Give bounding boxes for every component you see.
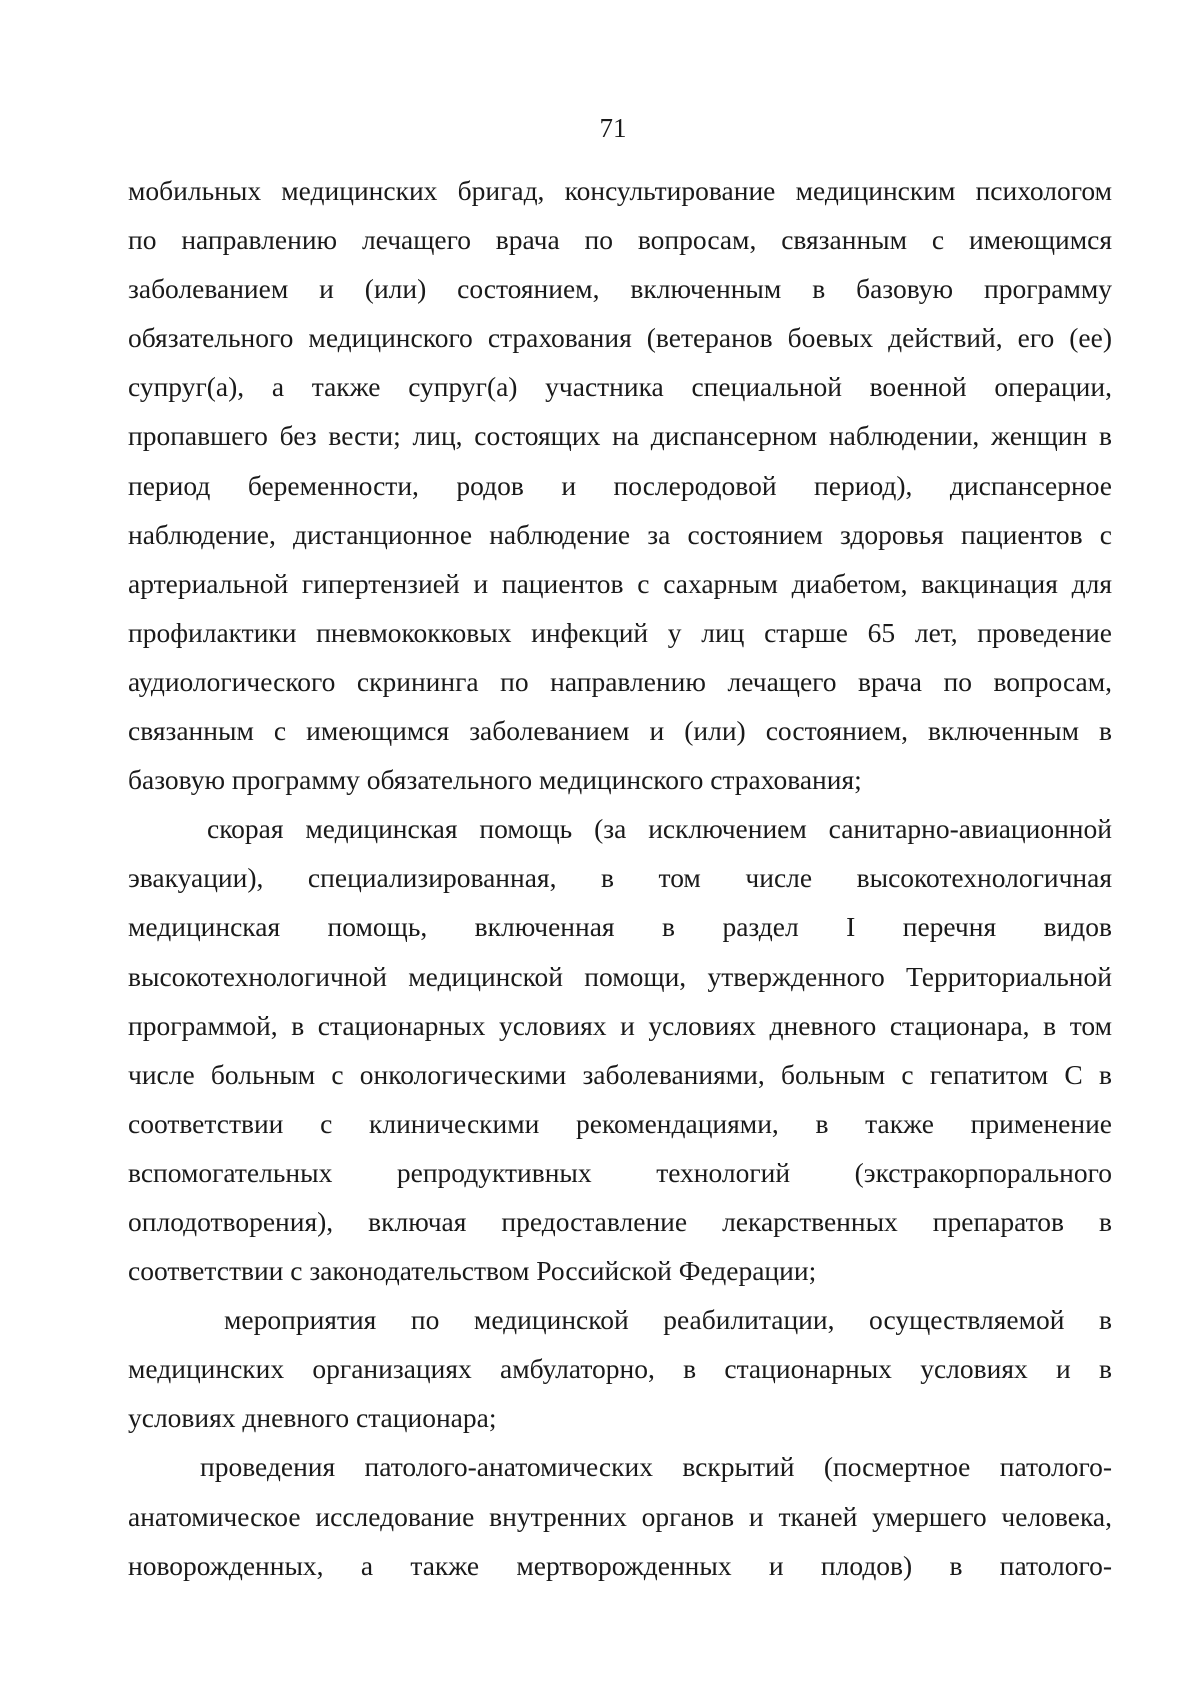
text-line: базовую программу обязательного медицинского страхования; — [128, 764, 862, 796]
text-line: медицинских организациях амбулаторно, в стационарных условиях и в — [128, 1353, 1112, 1385]
text-line: заболеванием и (или) состоянием, включенным в базовую программу — [128, 273, 1112, 305]
document-body — [128, 171, 1112, 1595]
text-line: числе больным с онкологическими заболеваниями, больным с гепатитом С в — [128, 1058, 1112, 1090]
text-line: программой, в стационарных условиях и условиях дневного стационара, в том — [128, 1009, 1112, 1041]
page-number: 71 — [599, 113, 627, 143]
text-line: наблюдение, дистанционное наблюдение за состоянием здоровья пациентов с — [128, 518, 1112, 550]
text-line: соответствии с законодательством Российской Федерации; — [128, 1255, 817, 1287]
text-line: условиях дневного стационара; — [128, 1402, 497, 1434]
text-line: по направлению лечащего врача по вопросам, связанным с имеющимся — [128, 224, 1112, 256]
text-line: эвакуации), специализированная, в том числе высокотехнологичная — [128, 862, 1112, 894]
text-line: супруг(а), а также супруг(а) участника специальной военной операции, — [128, 371, 1112, 403]
text-line: высокотехнологичной медицинской помощи, утвержденного Территориальной — [128, 960, 1112, 992]
text-line: артериальной гипертензией и пациентов с сахарным диабетом, вакцинация для — [128, 567, 1112, 599]
text-line: мобильных медицинских бригад, консультирование медицинским психологом — [128, 175, 1112, 206]
text-line: мероприятия по медицинской реабилитации, осуществляемой в — [224, 1304, 1112, 1336]
text-line: новорожденных, а также мертворожденных и плодов) в патолого- — [128, 1549, 1112, 1581]
text-line: период беременности, родов и послеродовой период), диспансерное — [128, 469, 1112, 501]
text-line: соответствии с клиническими рекомендациями, в также применение — [128, 1107, 1112, 1139]
text-line: вспомогательных репродуктивных технологий (экстракорпорального — [128, 1156, 1112, 1188]
text-line: связанным с имеющимся заболеванием и (или) состоянием, включенным в — [128, 715, 1112, 747]
text-line: медицинская помощь, включенная в раздел I перечня видов — [128, 911, 1112, 943]
text-line: оплодотворения), включая предоставление лекарственных препаратов в — [128, 1205, 1112, 1237]
text-line: проведения патолого-анатомических вскрытий (посмертное патолого- — [200, 1451, 1112, 1483]
text-line: скорая медицинская помощь (за исключением санитарно-авиационной — [207, 813, 1112, 845]
text-line: обязательного медицинского страхования (ветеранов боевых действий, его (ее) — [128, 322, 1112, 354]
text-line: профилактики пневмококковых инфекций у лиц старше 65 лет, проведение — [128, 616, 1112, 648]
text-line: пропавшего без вести; лиц, состоящих на диспансерном наблюдении, женщин в — [128, 420, 1112, 452]
text-line: анатомическое исследование внутренних органов и тканей умершего человека, — [128, 1500, 1112, 1532]
text-line: аудиологического скрининга по направлению лечащего врача по вопросам, — [128, 665, 1112, 697]
